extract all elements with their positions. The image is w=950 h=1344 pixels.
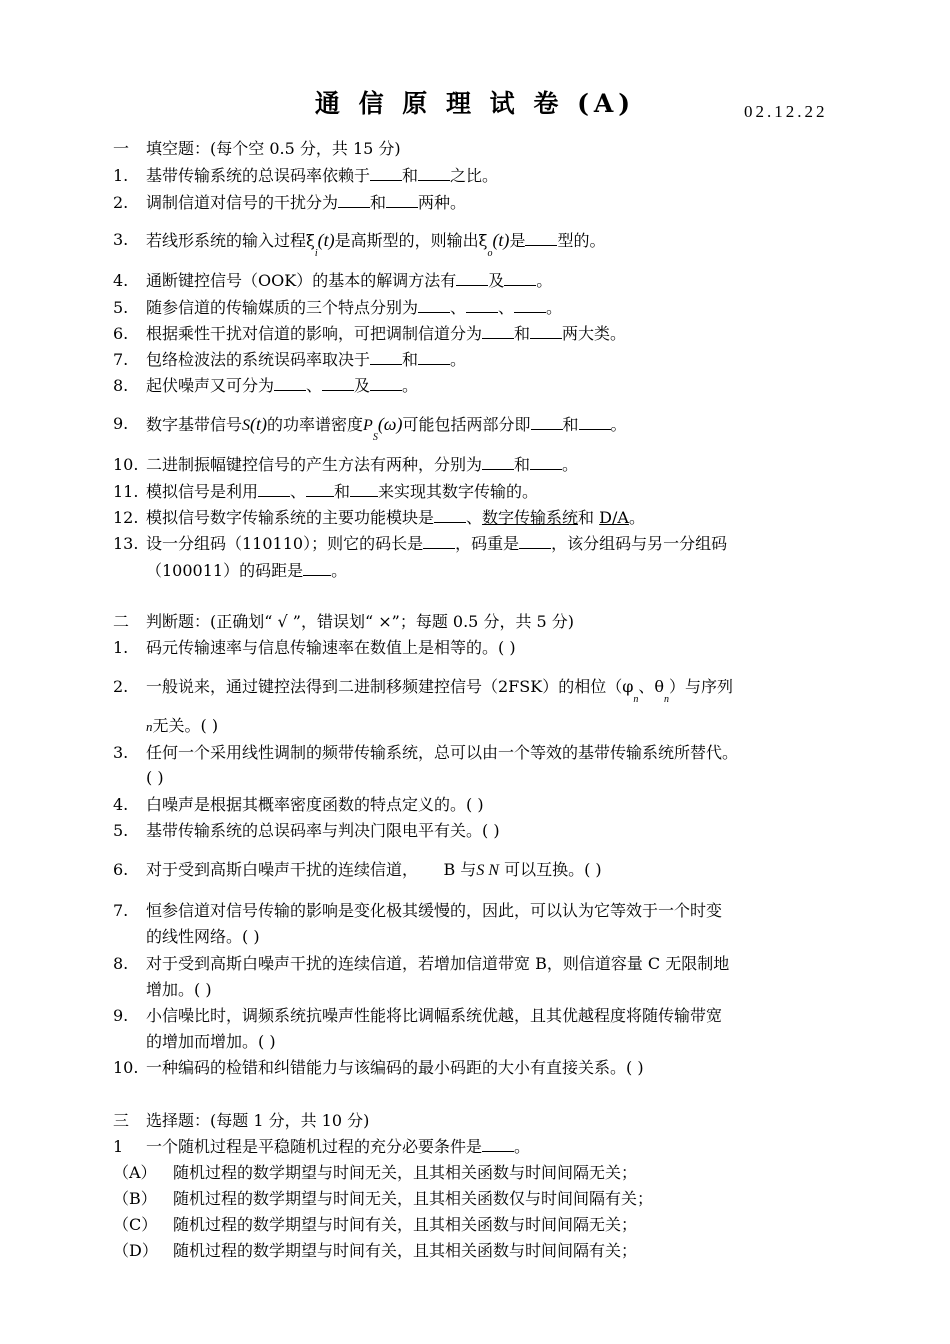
exam-date: 02.12.22	[744, 102, 828, 121]
exam-title: 通 信 原 理 试 卷 (A)	[314, 89, 636, 118]
